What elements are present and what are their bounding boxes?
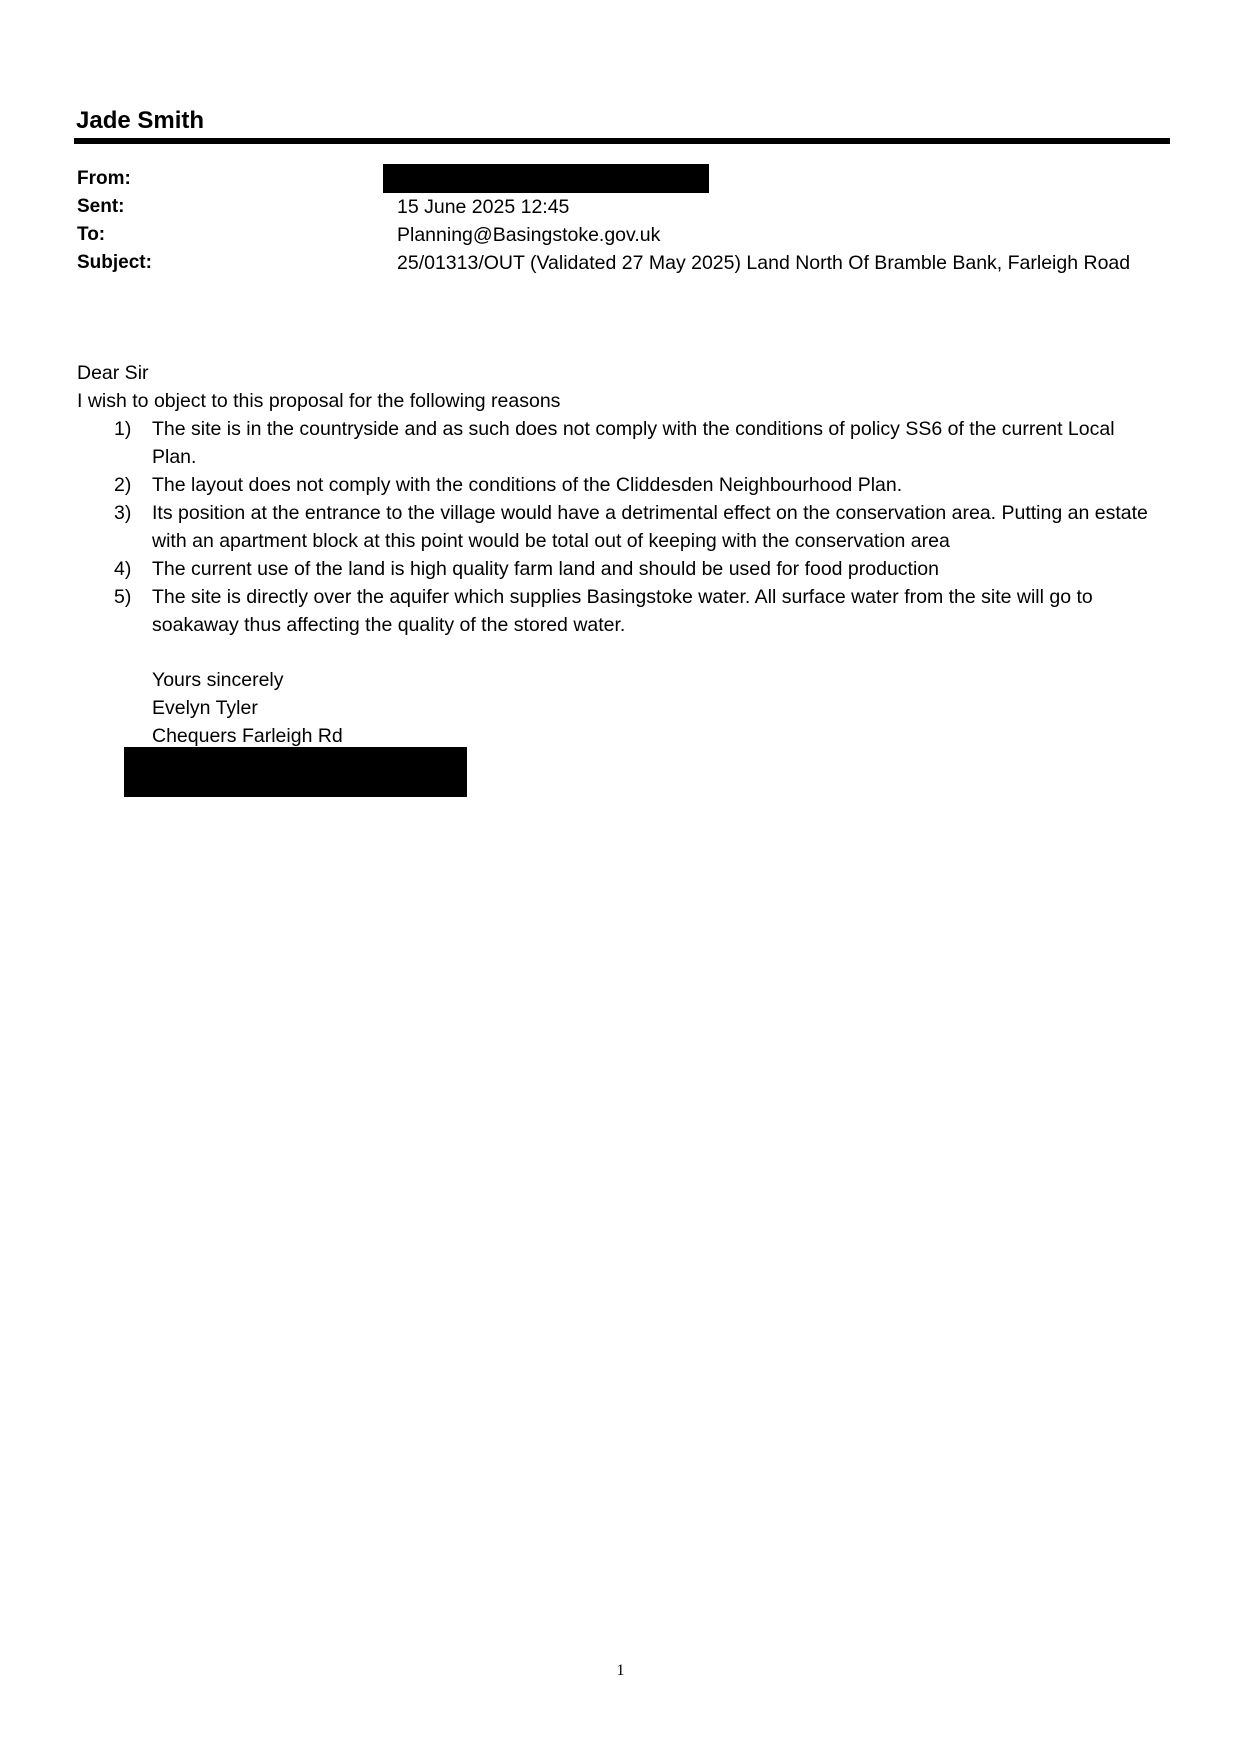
reason-item [0, 555, 1241, 583]
from-label: From: [77, 168, 131, 189]
sent-label: Sent: [77, 196, 125, 217]
reason-number: 2) [114, 474, 132, 496]
reason-text: The current use of the land is high quality farm land and should be used for food production [152, 558, 939, 580]
header-rule [74, 138, 1170, 144]
reason-text: The layout does not comply with the conditions of the Cliddesden Neighbourhood Plan. [152, 474, 903, 496]
subject-label: Subject: [77, 252, 152, 273]
reason-item [0, 499, 1241, 555]
reason-number: 5) [114, 586, 132, 608]
subject-value: 25/01313/OUT (Validated 27 May 2025) Land North Of Bramble Bank, Farleigh Road [397, 252, 1131, 274]
page-number: 1 [616, 1662, 625, 1679]
reason-number: 3) [114, 502, 132, 524]
redacted-sender-box [383, 164, 709, 193]
signer-address: Chequers Farleigh Rd [152, 725, 343, 747]
intro-line: I wish to object to this proposal for the following reasons [77, 390, 561, 412]
sent-value: 15 June 2025 12:45 [397, 196, 570, 218]
reason-number: 1) [114, 418, 132, 440]
reason-item [0, 471, 1241, 499]
to-label: To: [77, 224, 106, 245]
document-owner-name: Jade Smith [76, 107, 205, 134]
salutation: Dear Sir [77, 362, 149, 384]
reasons-list [0, 415, 1241, 639]
to-value: Planning@Basingstoke.gov.uk [397, 224, 661, 246]
reason-number: 4) [114, 558, 132, 580]
reason-text: The site is in the countryside and as such does not comply with the conditions of policy SS6 of the current Local Plan. [152, 418, 1115, 468]
signer-name: Evelyn Tyler [152, 697, 258, 719]
reason-item [0, 583, 1241, 639]
redacted-address-box [124, 747, 467, 797]
reason-item [0, 415, 1241, 471]
reason-text: The site is directly over the aquifer which supplies Basingstoke water. All surface water from the site will go to soakaway thus affecting the quality of the stored water. [152, 586, 1093, 636]
reason-text: Its position at the entrance to the village would have a detrimental effect on the conservation area. Putting an estate with an apartment block at this point would be total out of keeping with the conservation area [152, 502, 1148, 552]
closing: Yours sincerely [152, 669, 284, 691]
